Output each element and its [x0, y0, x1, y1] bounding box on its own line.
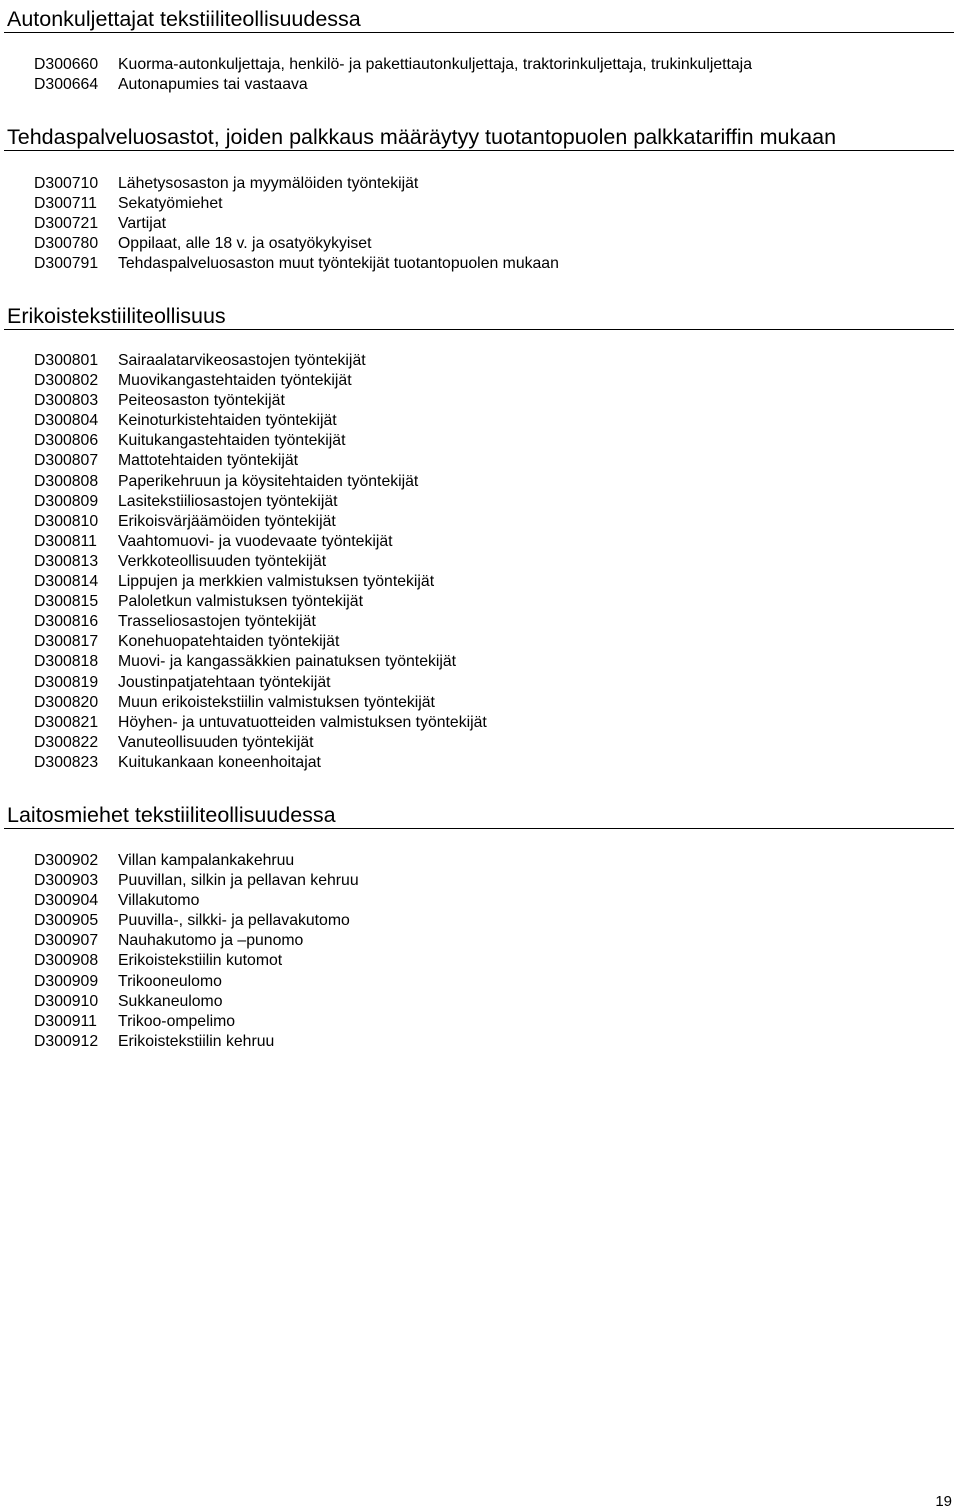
item-description: Vanuteollisuuden työntekijät	[118, 733, 314, 751]
section-list-tehdaspalveluosastot	[34, 174, 559, 274]
item-code: D300804	[34, 412, 99, 430]
item-code: D300814	[34, 573, 99, 591]
item-code: D300908	[34, 952, 99, 970]
list-item	[34, 1032, 359, 1052]
section-list-autonkuljettajat	[34, 55, 752, 95]
item-code: D300905	[34, 912, 99, 930]
list-item	[34, 411, 487, 431]
item-description: Muovi- ja kangassäkkien painatuksen työntekijät	[118, 653, 457, 671]
item-description: Paloletkun valmistuksen työntekijät	[118, 593, 363, 611]
list-item	[34, 911, 359, 931]
list-item	[34, 931, 359, 951]
list-item	[34, 572, 487, 592]
item-code: D300808	[34, 472, 99, 490]
item-description: Lippujen ja merkkien valmistuksen työntekijät	[118, 573, 435, 591]
section-list-erikoistekstiiliteollisuus	[34, 351, 487, 773]
item-code: D300820	[34, 693, 99, 711]
list-item	[34, 451, 487, 471]
list-item	[34, 214, 559, 234]
item-code: D300660	[34, 56, 99, 73]
item-description: Peiteosaston työntekijät	[118, 392, 285, 410]
list-item	[34, 992, 359, 1012]
item-description: Vartijat	[118, 215, 166, 233]
section-title-laitosmiehet: Laitosmiehet tekstiiliteollisuudessa	[4, 802, 954, 829]
list-item	[34, 194, 559, 214]
item-description: Keinoturkistehtaiden työntekijät	[118, 412, 337, 430]
list-item	[34, 431, 487, 451]
item-description: Trikooneulomo	[118, 972, 222, 990]
list-item	[34, 891, 359, 911]
item-description: Autonapumies tai vastaava	[118, 76, 308, 94]
item-code: D300816	[34, 613, 99, 631]
item-description: Kuitukankaan koneenhoitajat	[118, 753, 321, 771]
list-item	[34, 851, 359, 871]
list-item	[34, 55, 752, 75]
item-description: Lasitekstiiliosastojen työntekijät	[118, 492, 338, 510]
item-code: D300819	[34, 673, 99, 691]
item-code: D300813	[34, 552, 99, 570]
list-item	[34, 693, 487, 713]
item-code: D300721	[34, 215, 99, 233]
item-code: D300822	[34, 733, 99, 751]
item-code: D300809	[34, 492, 99, 510]
item-code: D300902	[34, 852, 99, 869]
section-list-laitosmiehet	[34, 851, 359, 1052]
item-code: D300910	[34, 992, 99, 1010]
item-description: Nauhakutomo ja –punomo	[118, 932, 304, 950]
item-code: D300801	[34, 352, 99, 369]
section-title-erikoistekstiiliteollisuus: Erikoistekstiiliteollisuus	[4, 303, 954, 330]
list-item	[34, 733, 487, 753]
item-description: Puuvilla-, silkki- ja pellavakutomo	[118, 912, 350, 930]
item-code: D300803	[34, 392, 99, 410]
item-description: Verkkoteollisuuden työntekijät	[118, 552, 327, 570]
list-item	[34, 351, 487, 371]
item-code: D300807	[34, 452, 99, 470]
list-item	[34, 391, 487, 411]
item-code: D300912	[34, 1032, 99, 1050]
item-code: D300823	[34, 753, 99, 771]
list-item	[34, 632, 487, 652]
list-item	[34, 234, 559, 254]
item-description: Oppilaat, alle 18 v. ja osatyökykyiset	[118, 235, 372, 253]
list-item	[34, 612, 487, 632]
section-title-tehdaspalveluosastot: Tehdaspalveluosastot, joiden palkkaus määräytyy tuotantopuolen palkkatariffin mukaan	[4, 124, 954, 151]
list-item	[34, 75, 752, 95]
item-code: D300911	[34, 1012, 97, 1030]
list-item	[34, 1012, 359, 1032]
list-item	[34, 951, 359, 971]
item-code: D300806	[34, 432, 99, 450]
item-code: D300711	[34, 195, 97, 213]
list-item	[34, 512, 487, 532]
list-item	[34, 492, 487, 512]
item-code: D300810	[34, 512, 99, 530]
item-description: Trasseliosastojen työntekijät	[118, 613, 316, 631]
item-description: Trikoo-ompelimo	[118, 1012, 236, 1030]
item-code: D300821	[34, 713, 99, 731]
item-description: Vaahtomuovi- ja vuodevaate työntekijät	[118, 532, 393, 550]
list-item	[34, 871, 359, 891]
item-code: D300909	[34, 972, 99, 990]
list-item	[34, 753, 487, 773]
list-item	[34, 254, 559, 274]
item-description: Kuitukangastehtaiden työntekijät	[118, 432, 346, 450]
item-code: D300710	[34, 175, 99, 192]
item-description: Muun erikoistekstiilin valmistuksen työntekijät	[118, 693, 435, 711]
item-code: D300903	[34, 872, 99, 890]
item-code: D300811	[34, 532, 97, 550]
list-item	[34, 472, 487, 492]
item-code: D300818	[34, 653, 99, 671]
list-item	[34, 592, 487, 612]
list-item	[34, 673, 487, 693]
list-item	[34, 532, 487, 552]
list-item	[34, 652, 487, 672]
item-description: Sairaalatarvikeosastojen työntekijät	[118, 352, 366, 369]
item-description: Sukkaneulomo	[118, 992, 223, 1010]
item-description: Mattotehtaiden työntekijät	[118, 452, 299, 470]
item-description: Kuorma-autonkuljettaja, henkilö- ja pakettiautonkuljettaja, traktorinkuljettaja, trukinkuljettaja	[118, 56, 752, 73]
item-description: Erikoistekstiilin kehruu	[118, 1032, 275, 1050]
item-code: D300802	[34, 372, 99, 390]
item-code: D300780	[34, 235, 99, 253]
list-item	[34, 972, 359, 992]
item-code: D300815	[34, 593, 99, 611]
item-description: Sekatyömiehet	[118, 195, 223, 213]
item-description: Konehuopatehtaiden työntekijät	[118, 633, 340, 651]
item-description: Puuvillan, silkin ja pellavan kehruu	[118, 872, 359, 890]
item-code: D300907	[34, 932, 99, 950]
item-code: D300791	[34, 255, 99, 273]
item-description: Villakutomo	[118, 892, 200, 910]
item-code: D300664	[34, 76, 99, 94]
list-item	[34, 713, 487, 733]
item-description: Lähetysosaston ja myymälöiden työntekijät	[118, 175, 419, 192]
item-description: Tehdaspalveluosaston muut työntekijät tuotantopuolen mukaan	[118, 255, 559, 273]
section-title-autonkuljettajat: Autonkuljettajat tekstiiliteollisuudessa	[4, 6, 954, 33]
item-description: Erikoisvärjäämöiden työntekijät	[118, 512, 336, 530]
item-description: Joustinpatjatehtaan työntekijät	[118, 673, 331, 691]
item-description: Erikoistekstiilin kutomot	[118, 952, 283, 970]
item-code: D300904	[34, 892, 99, 910]
item-description: Villan kampalankakehruu	[118, 852, 295, 869]
item-description: Muovikangastehtaiden työntekijät	[118, 372, 352, 390]
list-item	[34, 174, 559, 194]
item-description: Paperikehruun ja köysitehtaiden työntekijät	[118, 472, 419, 490]
item-code: D300817	[34, 633, 99, 651]
item-description: Höyhen- ja untuvatuotteiden valmistuksen työntekijät	[118, 713, 487, 731]
list-item	[34, 371, 487, 391]
page-number: 19	[935, 1493, 952, 1510]
list-item	[34, 552, 487, 572]
